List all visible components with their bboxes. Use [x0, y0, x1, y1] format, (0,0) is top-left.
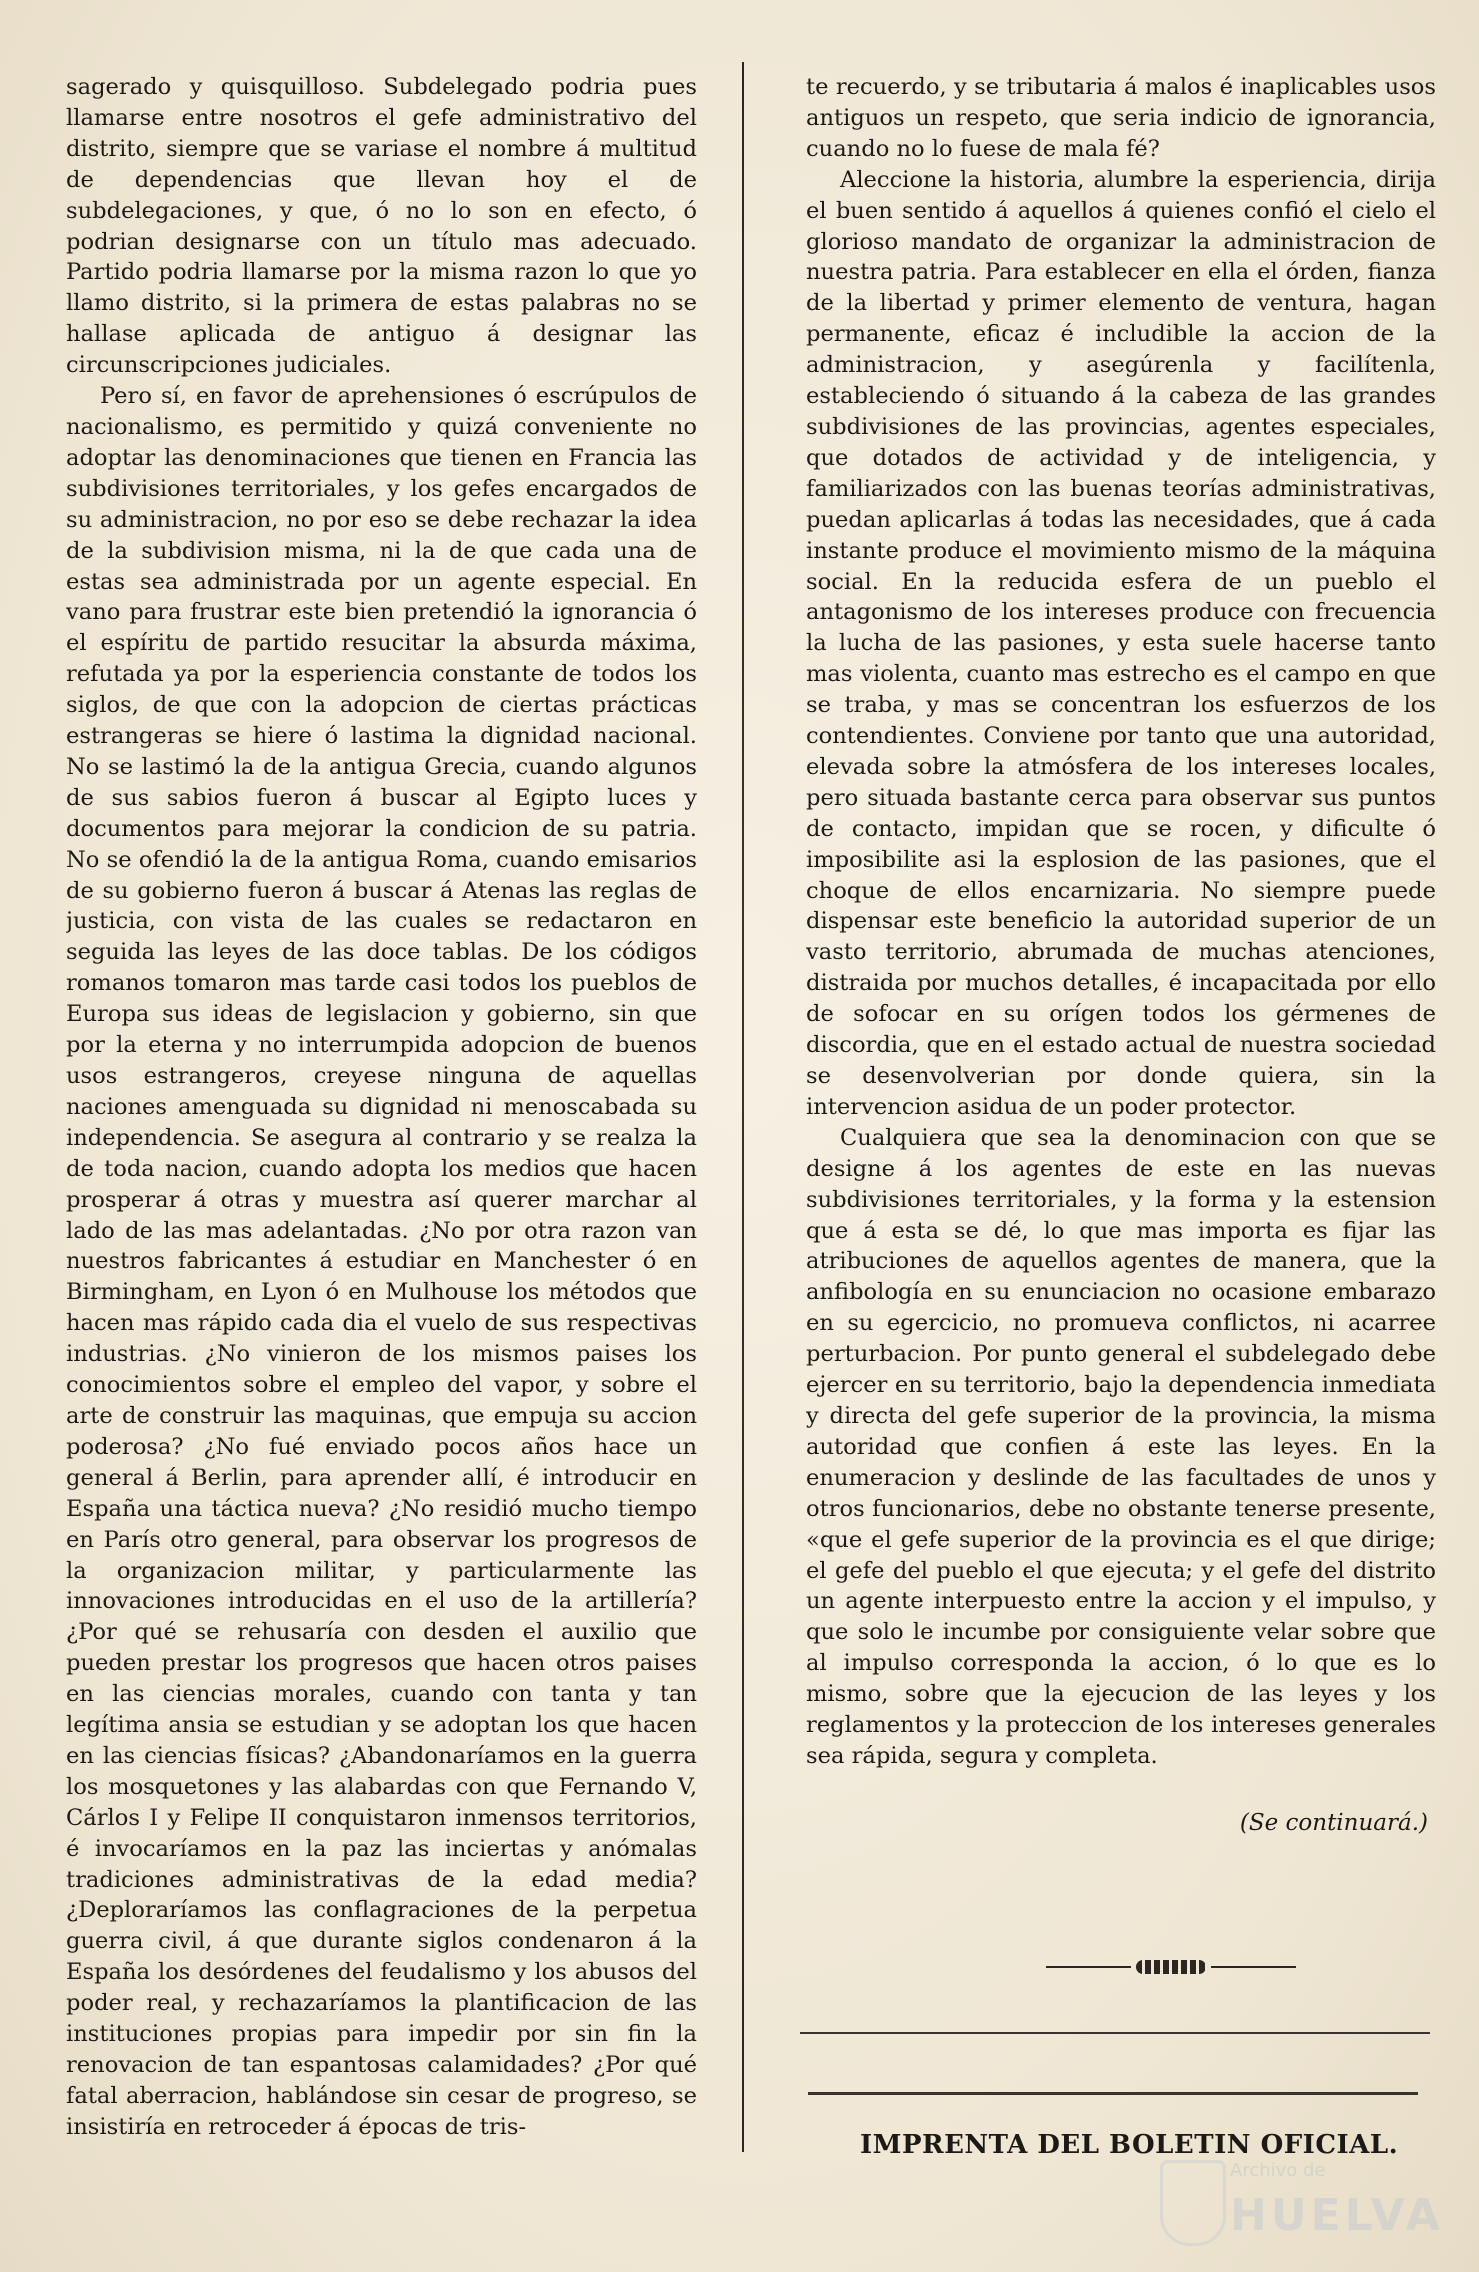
ornament-divider — [1046, 1960, 1296, 1974]
archive-watermark — [1160, 2150, 1460, 2250]
left-column — [66, 72, 697, 2152]
imprint-line: IMPRENTA DEL BOLETIN OFICIAL. — [860, 2130, 1399, 2160]
continuation-note: (Se continuará.) — [1239, 1810, 1428, 1836]
footer-rule-top — [800, 2032, 1430, 2034]
seal-icon — [1160, 2160, 1226, 2246]
right-column — [806, 72, 1436, 1882]
column-divider — [742, 62, 744, 2152]
ornament-dots — [1136, 1960, 1206, 1974]
right-paragraph-1: te recuerdo, y se tributaria á malos é inaplicables usos antiguos un respeto, que seria indicio de ignorancia, cuando no lo fuese de mala fé? — [806, 74, 1436, 162]
right-paragraph-2: Aleccione la historia, alumbre la esperiencia, dirija el buen sentido á aquellos á quienes confió el cielo el glorioso mandato de organizar la administracion de nuestra patria. Para establecer en ella el órden, fianza de la libertad y primer elemento de ventura, hagan permanente, eficaz é includible la accion de la administracion, y asegúrenla y facilítenla, estableciendo ó situando á la cabeza de las grandes subdivisiones de las provincias, agentes especiales, que dotados de actividad y de inteligencia, y familiarizados con las buenas teorías administrativas, puedan aplicarlas á todas las necesidades, que á cada instante produce el movimiento mismo de la máquina social. En la reducida esfera de un pueblo el antagonismo de los intereses produce con frecuencia la lucha de las pasiones, y esta suele hacerse tanto mas violenta, cuanto mas estrecho es el campo en que se traba, y mas se concentran los esfuerzos de los contendientes. Conviene por tanto que una autoridad, elevada sobre la atmósfera de los intereses locales, pero situada bastante cerca para observar sus puntos de contacto, impidan que se rocen, y dificulte ó imposibilite asi la esplosion de las pasiones, que el choque de ellos encarnizaria. No siempre puede dispensar este beneficio la autoridad superior de un vasto territorio, abrumada de muchas atenciones, distraida por muchos detalles, é incapacitada por ello de sofocar en su orígen todos los gérmenes de discordia, que en el estado actual de nuestra sociedad se desenvolverian por donde quiera, sin la intervencion asidua de un poder protector. — [806, 166, 1436, 1120]
watermark-line-1: Archivo de — [1230, 2160, 1326, 2181]
ornament-line-left — [1046, 1966, 1131, 1968]
right-paragraph-3: Cualquiera que sea la denominacion con que se designe á los agentes de este en las nuevas subdivisiones territoriales, y la forma y la estension que á esta se dé, lo que mas importa es fijar las atribuciones de aquellos agentes de manera, que la anfibología en su enunciacion no ocasione embarazo en su egercicio, no promueva conflictos, ni acarree perturbacion. Por punto general el subdelegado debe ejercer en su territorio, bajo la dependencia inmediata y directa del gefe superior de la provincia, la misma autoridad que confien á este las leyes. En la enumeracion y deslinde de las facultades de unos y otros funcionarios, debe no obstante tenerse presente, «que el gefe superior de la provincia es el que dirige; el gefe del pueblo el que ejecuta; y el gefe del distrito un agente interpuesto entre la accion y el impulso, y que solo le incumbe por consiguiente velar sobre que al impulso corresponda la accion, ó lo que es lo mismo, sobre que la ejecucion de las leyes y los reglamentos y la proteccion de los intereses generales sea rápida, segura y completa. — [806, 1124, 1436, 1769]
footer-rule-bottom — [808, 2092, 1418, 2095]
left-paragraph-1: sagerado y quisquilloso. Subdelegado podria pues llamarse entre nosotros el gefe administrativo del distrito, siempre que se variase el nombre á multitud de dependencias que llevan hoy el de subdelegaciones, y que, ó no lo son en efecto, ó podrian designarse con un título mas adecuado. Partido podria llamarse por la misma razon lo que yo llamo distrito, si la primera de estas palabras no se hallase aplicada de antiguo á designar las circunscripciones judiciales. — [66, 74, 697, 379]
ornament-line-right — [1211, 1966, 1296, 1968]
watermark-line-2: HUELVA — [1230, 2190, 1444, 2241]
left-paragraph-2: Pero sí, en favor de aprehensiones ó escrúpulos de nacionalismo, es permitido y quizá conveniente no adoptar las denominaciones que tienen en Francia las subdivisiones territoriales, y los gefes encargados de su administracion, no por eso se debe rechazar la idea de la subdivision misma, ni la de que cada una de estas sea administrada por un agente especial. En vano para frustrar este bien pretendió la ignorancia ó el espíritu de partido resucitar la absurda máxima, refutada ya por la esperiencia constante de todos los siglos, de que con la adopcion de ciertas prácticas estrangeras se hiere ó lastima la dignidad nacional. No se lastimó la de la antigua Grecia, cuando algunos de sus sabios fueron á buscar al Egipto luces y documentos para mejorar la condicion de su patria. No se ofendió la de la antigua Roma, cuando emisarios de su gobierno fueron á buscar á Atenas las reglas de justicia, con vista de las cuales se redactaron en seguida las leyes de las doce tablas. De los códigos romanos tomaron mas tarde casi todos los pueblos de Europa sus ideas de legislacion y gobierno, sin que por la eterna y no interrumpida adopcion de buenos usos estrangeros, creyese ninguna de aquellas naciones amenguada su dignidad ni menoscabada su independencia. Se asegura al contrario y se realza la de toda nacion, cuando adopta los medios que hacen prosperar á otras y muestra así querer marchar al lado de las mas adelantadas. ¿No por otra razon van nuestros fabricantes á estudiar en Manchester ó en Birmingham, en Lyon ó en Mulhouse los métodos que hacen mas rápido cada dia el vuelo de sus respectivas industrias. ¿No vinieron de los mismos paises los conocimientos sobre el empleo del vapor, y sobre el arte de construir las maquinas, que empuja su accion poderosa? ¿No fué enviado pocos años hace un general á Berlin, para aprender allí, é introducir en España una táctica nueva? ¿No residió mucho tiempo en París otro general, para observar los progresos de la organizacion militar, y particularmente las innovaciones introducidas en el uso de la artillería? ¿Por qué se rehusaría con desden el auxilio que pueden prestar los progresos que hacen otros paises en las ciencias morales, cuando con tanta y tan legítima ansia se estudian y se adoptan los que hacen en las ciencias físicas? ¿Abandonaríamos en la guerra los mosquetones y las alabardas con que Fernando V, Cárlos I y Felipe II conquistaron inmensos territorios, é invocaríamos en la paz las inciertas y anómalas tradiciones administrativas de la edad media? ¿Deploraríamos las conflagraciones de la perpetua guerra civil, á que durante siglos condenaron á la España los desórdenes del feudalismo y los abusos del poder real, y rechazaríamos la plantificacion de las instituciones propias para impedir por sin fin la renovacion de tan espantosas calamidades? ¿Por qué fatal aberracion, hablándose sin cesar de progreso, se insistiría en retroceder á épocas de tris- — [66, 383, 697, 2140]
